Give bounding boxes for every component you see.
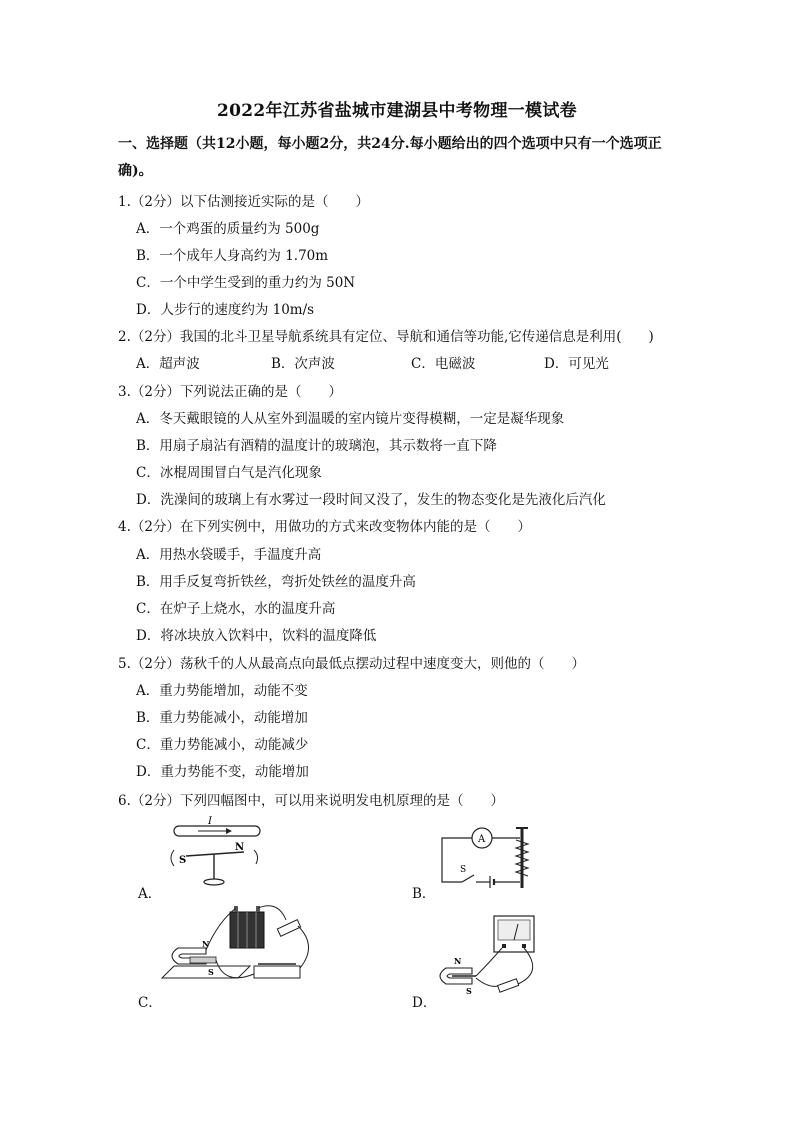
label-north: N [235, 842, 245, 853]
question-3-option-b: B．用扇子扇沾有酒精的温度计的玻璃泡，其示数将一直下降 [136, 438, 497, 454]
question-5-stem: 5.（2分）荡秋千的人从最高点向最低点摆动过程中速度变大，则他的（ ） [118, 656, 585, 672]
figure-b-electromagnet [432, 820, 542, 896]
question-3-option-c: C．冰棍周围冒白气是汽化现象 [136, 465, 322, 481]
label-north: N [454, 956, 462, 966]
wire-switch-galvanometer [518, 948, 533, 984]
switch-lever [462, 875, 474, 882]
question-3-option-a: A．冬天戴眼镜的人从室外到温暖的室内镜片变得模糊，一定是凝华现象 [136, 411, 565, 427]
question-5-option-b: B．重力势能减小，动能增加 [136, 710, 308, 726]
figure-c-motor-circuit [158, 902, 323, 1002]
figure-d-generator [432, 912, 557, 1004]
question-4-option-c: C．在炉子上烧水，水的温度升高 [136, 601, 336, 617]
knife-switch [498, 979, 519, 992]
label-south: S [466, 986, 472, 996]
base-board [162, 966, 250, 978]
page-title: 2022年江苏省盐城市建湖县中考物理一模试卷 [217, 101, 577, 121]
question-4-option-d: D．将冰块放入饮料中，饮料的温度降低 [136, 628, 377, 644]
question-2-options [136, 352, 676, 372]
label-south: S [208, 967, 214, 977]
galvanometer-terminal-1 [502, 944, 506, 948]
question-1-option-b: B．一个成年人身高约为 1.70m [136, 248, 329, 264]
rotation-arrow-left [171, 850, 174, 866]
section-heading-line1: 一、选择题（共12小题，每小题2分，共24分.每小题给出的四个选项中只有一个选项正 [118, 136, 662, 152]
rotation-arrow-right [254, 850, 258, 864]
question-5-option-c: C．重力势能减小，动能减少 [136, 737, 309, 753]
galvanometer-dial [498, 920, 530, 940]
question-2-option-b: B．次声波 [271, 356, 335, 372]
section-heading-line2: 确)。 [118, 163, 153, 179]
question-5-option-d: D．重力势能不变，动能增加 [136, 764, 309, 780]
label-current: I [208, 816, 212, 827]
question-2-option-c: C．电磁波 [411, 356, 476, 372]
question-6-option-b: B． [412, 886, 436, 902]
question-1-option-d: D．人步行的速度约为 10m/s [136, 302, 315, 318]
galvanometer-terminal-2 [522, 944, 526, 948]
question-6-option-c: C． [138, 995, 162, 1011]
wire-to-switch [476, 978, 498, 986]
question-3-option-d: D．洗澡间的玻璃上有水雾过一段时间又没了，发生的物态变化是先液化后汽化 [136, 492, 606, 508]
stand-base [204, 879, 224, 885]
question-6-option-d: D． [412, 995, 437, 1011]
wire-switch-rheostat [298, 926, 309, 968]
conductor-rod [190, 957, 216, 963]
question-5-option-a: A．重力势能增加，动能不变 [136, 683, 308, 699]
question-1-option-a: A．一个鸡蛋的质量约为 500g [136, 221, 320, 237]
label-ammeter: A [478, 834, 486, 845]
question-6-option-a: A． [138, 886, 162, 902]
question-2-stem: 2.（2分）我国的北斗卫星导航系统具有定位、导航和通信等功能,它传递信息是利用( ) [118, 329, 654, 345]
knife-switch [277, 920, 300, 937]
question-6-stem: 6.（2分）下列四幅图中，可以用来说明发电机原理的是（ ） [118, 793, 504, 809]
question-4-stem: 4.（2分）在下列实例中，用做功的方式来改变物体内能的是（ ） [118, 519, 531, 535]
question-3-stem: 3.（2分）下列说法正确的是（ ） [118, 384, 342, 400]
question-2-option-a: A．超声波 [136, 356, 200, 372]
question-1-option-c: C．一个中学生受到的重力约为 50N [136, 275, 356, 291]
question-4-option-a: A．用热水袋暖手，手温度升高 [136, 547, 322, 563]
label-south: S [179, 855, 187, 866]
circuit-wire-left [442, 838, 472, 882]
question-4-option-b: B．用手反复弯折铁丝，弯折处铁丝的温度升高 [136, 574, 416, 590]
rheostat [254, 966, 300, 978]
section-heading [118, 131, 684, 185]
figure-a-oersted [160, 812, 270, 892]
question-2-option-d: D．可见光 [544, 356, 609, 372]
label-north: N [202, 939, 210, 949]
battery-terminal-2 [256, 906, 260, 912]
label-switch: S [460, 865, 467, 875]
question-1-stem: 1.（2分）以下估测接近实际的是（ ） [118, 194, 369, 210]
wire-to-galvanometer [476, 948, 502, 976]
